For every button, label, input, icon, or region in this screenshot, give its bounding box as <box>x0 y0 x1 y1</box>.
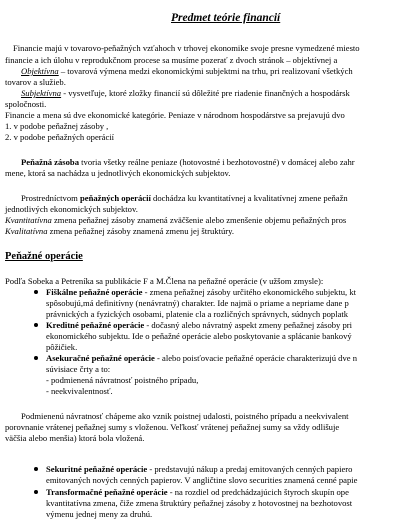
term-asekuracne: Asekuračné peňažné operácie <box>46 353 155 363</box>
page-title: Predmet teórie financií <box>171 12 281 24</box>
sekuritne-line-2: emitovaných nových cenných papierov. V angličtine slovo securities znamená cenné papie <box>46 475 358 485</box>
term-fiskalne: Fiškálne peňažné operácie <box>46 287 143 297</box>
term-kreditne: Kreditné peňažné operácie <box>46 320 145 330</box>
fiskalne-line-3: právnických a fyzických osobami, platenie cla a rozličných správnych, súdnych poplatk <box>46 309 349 319</box>
intro-line-5: Subjektívna - vysvetľuje, ktoré zložky financií sú dôležité pre riadenie finančných a hospodársk <box>21 88 350 98</box>
transformacne-line-2: kvantitatívna zmena, čiže zmena štruktúry peňažnej zásoby z hotovostnej na bezhotovost <box>46 498 353 508</box>
zasoba-line-2: mene, ktorá sa nachádza u jednotlivých ekonomických subjektov. <box>5 168 231 178</box>
term-penazna-zasoba: Peňažná zásoba <box>21 157 80 167</box>
podmienena-line-2: porovnanie vrátenej peňažnej sumy s vloženou. Veľkosť vrátenej peňažnej sumy sa vždy odlišuje <box>5 422 340 432</box>
asekuracne-line-1: Asekuračné peňažné operácie - alebo poisťovacie peňažné operácie charakterizujú dve n <box>46 353 358 363</box>
asekuracne-line-4: - neekvivalentnosť. <box>46 386 113 396</box>
operacie-line-2: jednotlivých ekonomických subjektov. <box>5 204 138 214</box>
intro-line-2: financie a ich úlohu v reprodukčnom procese sa musíme pozerať z dvoch stránok – objektívnej a <box>5 55 338 65</box>
section-heading: Peňažné operácie <box>5 251 83 262</box>
transformacne-line-3: výmenu jednej meny za druhú. <box>46 509 153 519</box>
asekuracne-line-3: - podmienená návratnosť poistného prípadu, <box>46 375 199 385</box>
sobek-line-1: Podľa Sobeka a Petreníka sa publikácie F a M.Člena na peňažné operácie (v užšom zmysle): <box>5 276 324 286</box>
kreditne-line-2: ekonomického subjektu. Ide o peňažné operácie alebo poskytovanie a splácanie bankový <box>46 331 352 341</box>
podmienena-line-1: Podmienenú návratnosť chápeme ako vznik poistnej udalosti, poistného prípadu a neekvivalent <box>21 411 349 421</box>
fiskalne-line-1: Fiškálne peňažné operácie - zmena peňažnej zásoby určitého ekonomického subjektu, kt <box>46 287 357 297</box>
intro-line-7: Financie a mena sú dve ekonomické kategórie. Peniaze v národnom hospodárstve sa prejavujú dvo <box>5 110 345 120</box>
term-subjektivna: Subjektívna <box>21 88 62 98</box>
term-objektivna: Objektívna <box>21 66 59 76</box>
list-item-1: 1. v podobe peňažnej zásoby , <box>5 121 109 131</box>
term-kvantitativna: Kvantitatívna <box>5 215 52 225</box>
term-transformacne: Transformačné peňažné operácie <box>46 487 168 497</box>
term-kvalitativna: Kvalitatívna <box>5 226 48 236</box>
fiskalne-line-2: spôsobujú,má definitívny (nenávratný) charakter. Ide najmä o priame a nepriame dane p <box>46 298 349 308</box>
bullet-dot <box>34 290 38 294</box>
operacie-line-1: Prostredníctvom peňažných operácií dochádza ku kvantitatívnej a kvalitatívnej zmene peňažn <box>21 193 348 203</box>
term-penaznych-operacii: peňažných operácií <box>79 193 151 203</box>
podmienena-line-3: väčšia alebo menšia) ktorá bola vložená. <box>5 433 145 443</box>
intro-line-6: spoločnosti. <box>5 99 47 109</box>
kreditne-line-1: Kreditné peňažné operácie - dočasný alebo návratný aspekt zmeny peňažnej zásoby pri <box>46 320 353 330</box>
bullet-dot <box>34 356 38 360</box>
intro-line-3: Objektívna – tovarová výmena medzi ekonomickými subjektmi na trhu, pri realizovaní všetkých <box>21 66 353 76</box>
term-sekuritne: Sekuritné peňažné operácie <box>46 464 148 474</box>
bullet-dot <box>34 490 38 494</box>
transformacne-line-1: Transformačné peňažné operácie - na rozdiel od predchádzajúcich štyroch skupín ope <box>46 487 349 497</box>
intro-line-1: Financie majú v tovarovo-peňažných vzťahoch v trhovej ekonomike svoje presne vymedzené miesto <box>13 43 360 53</box>
zasoba-line-1: Peňažná zásoba tvoria všetky reálne peniaze (hotovostné i bezhotovostné) v domácej alebo zahr <box>21 157 355 167</box>
intro-line-4: tovarov a služieb. <box>5 77 66 87</box>
operacie-line-4: Kvalitatívna zmena peňažnej zásoby znamená zmenu jej štruktúry. <box>5 226 235 236</box>
sekuritne-line-1: Sekuritné peňažné operácie - predstavujú nákup a predaj emitovaných cenných papiero <box>46 464 353 474</box>
asekuracne-line-2: súvisiace črty a to: <box>46 364 111 374</box>
list-item-2: 2. v podobe peňažných operácií <box>5 132 115 142</box>
kreditne-line-3: pôžičiek. <box>46 342 78 352</box>
bullet-dot <box>34 323 38 327</box>
bullet-dot <box>34 467 38 471</box>
operacie-line-3: Kvantitatívna zmena peňažnej zásoby znamená zväčšenie alebo zmenšenie objemu peňažných pros <box>5 215 347 225</box>
